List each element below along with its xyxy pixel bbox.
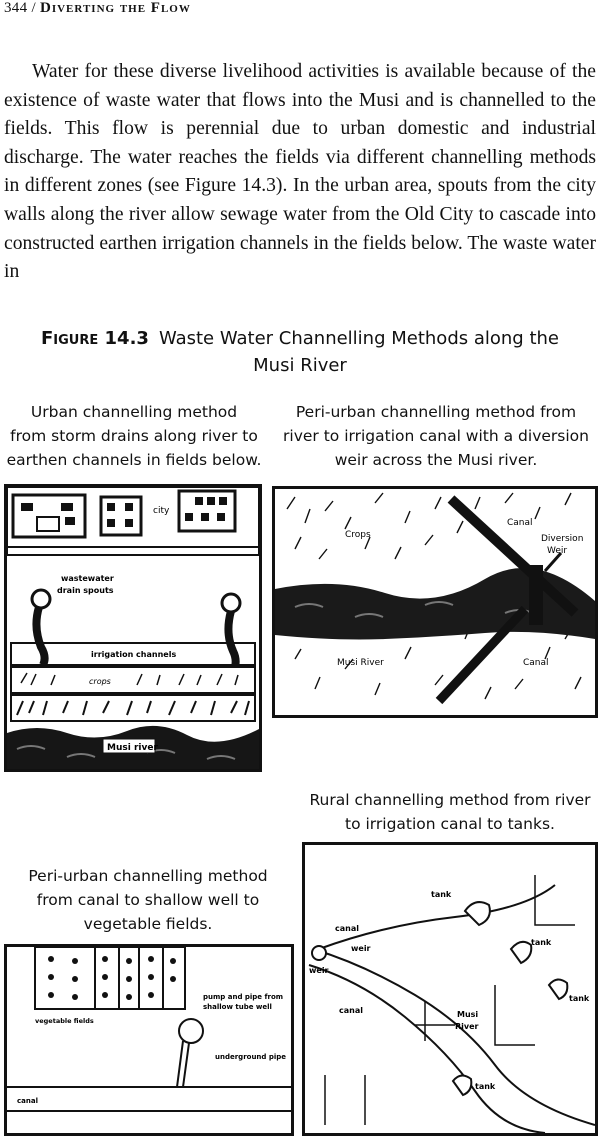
tank-2 bbox=[511, 942, 531, 963]
spout-flow-left bbox=[36, 607, 44, 665]
label-river: River bbox=[455, 1022, 479, 1031]
urban-diagram bbox=[7, 487, 259, 769]
label-diversion: Diversion bbox=[541, 534, 584, 544]
label-wastewater: wastewater bbox=[61, 574, 114, 583]
diversion-weir bbox=[529, 565, 543, 625]
label-city: city bbox=[153, 506, 170, 516]
label-musi-river: Musi River bbox=[337, 658, 384, 668]
figure-label: Figure 14.3 bbox=[41, 328, 149, 349]
tank-3 bbox=[549, 979, 567, 999]
page-number: 344 bbox=[4, 0, 28, 16]
figure-title-line1: Waste Water Channelling Methods along the bbox=[158, 328, 559, 349]
spout-left bbox=[32, 590, 50, 608]
label-tank-1: tank bbox=[431, 890, 452, 899]
musi-river-water bbox=[275, 568, 595, 639]
label-vegetable-fields: vegetable fields bbox=[35, 1017, 94, 1025]
label-pump-1: pump and pipe from bbox=[203, 993, 284, 1001]
crop-strip bbox=[11, 667, 255, 693]
header-separator: / bbox=[31, 0, 36, 16]
label-crops: Crops bbox=[345, 530, 371, 540]
spout-right bbox=[222, 594, 240, 612]
vegetable-dots bbox=[48, 956, 176, 1000]
label-canal: canal bbox=[335, 924, 359, 933]
label-canal-bottom: Canal bbox=[523, 658, 549, 668]
body-paragraph: Water for these diverse livelihood activities is available because of the existence of waste water that flows into the Musi and is channelled to the fields. This flow is perennial due to urban domestic and industrial discharge. The water reaches the fields via different channelling methods in different zones (see Figure 14.3). In the urban area, spouts from the city walls along the river allow sewage water from the Old City to cascade into constructed earthen irrigation channels in the fields below. The waste water in bbox=[4, 61, 596, 283]
caption-line: Peri-urban channelling method bbox=[28, 867, 268, 885]
caption-line: to irrigation canal to tanks. bbox=[345, 815, 555, 833]
lower-strip bbox=[11, 695, 255, 721]
spout-flow-right bbox=[228, 611, 235, 667]
caption-line: Urban channelling method bbox=[30, 403, 238, 421]
label-crops: crops bbox=[89, 677, 111, 686]
label-canal: canal bbox=[17, 1097, 38, 1105]
caption-line: from canal to shallow well to bbox=[36, 891, 260, 909]
tube-well bbox=[179, 1019, 203, 1043]
label-irrigation-channels: irrigation channels bbox=[91, 650, 177, 659]
panel-rural bbox=[302, 842, 598, 1136]
label-drain-spouts: drain spouts bbox=[57, 586, 114, 595]
label-canal-2: canal bbox=[339, 1006, 363, 1015]
running-header bbox=[4, 0, 191, 17]
label-underground-pipe: underground pipe bbox=[215, 1053, 287, 1061]
running-title: Diverting the Flow bbox=[40, 0, 191, 16]
caption-line: weir across the Musi river. bbox=[334, 451, 538, 469]
label-weir-1: weir bbox=[351, 944, 371, 953]
label-pump-2: shallow tube well bbox=[203, 1003, 272, 1011]
rural-diagram bbox=[305, 845, 595, 1133]
label-musi: Musi bbox=[457, 1010, 479, 1019]
figure-title bbox=[0, 325, 600, 379]
label-tank-4: tank bbox=[475, 1082, 496, 1091]
tank-1 bbox=[465, 902, 490, 925]
weir-circle bbox=[312, 946, 326, 960]
caption-line: river to irrigation canal with a diversion bbox=[283, 427, 589, 445]
label-canal-top: Canal bbox=[507, 518, 533, 528]
label-tank-2: tank bbox=[531, 938, 552, 947]
tank-4 bbox=[453, 1075, 471, 1095]
field-strokes bbox=[17, 701, 249, 715]
crop-strokes bbox=[21, 673, 238, 685]
panel-peri-urban-well bbox=[4, 944, 294, 1136]
caption-line: from storm drains along river to bbox=[10, 427, 258, 445]
caption-line: vegetable fields. bbox=[83, 915, 213, 933]
caption-peri-urban-river bbox=[272, 400, 600, 472]
label-tank-3: tank bbox=[569, 994, 590, 1003]
panel-peri-urban-river bbox=[272, 486, 598, 718]
field-boundaries bbox=[325, 875, 575, 1125]
river-bank-upper bbox=[313, 949, 595, 1125]
figure-title-line2: Musi River bbox=[253, 355, 347, 376]
caption-line: earthen channels in fields below. bbox=[6, 451, 262, 469]
peri-urban-river-diagram bbox=[275, 489, 595, 715]
label-musi-river: Musi river bbox=[107, 743, 158, 753]
peri-urban-well-diagram bbox=[7, 947, 291, 1133]
caption-line: Peri-urban channelling method from bbox=[295, 403, 577, 421]
caption-urban bbox=[0, 400, 268, 472]
panel-urban bbox=[4, 484, 262, 772]
underground-pipe bbox=[177, 1041, 189, 1087]
caption-rural bbox=[300, 788, 600, 836]
label-weir-2: weir bbox=[309, 966, 329, 975]
label-weir: Weir bbox=[547, 546, 568, 556]
caption-peri-urban-well bbox=[0, 864, 296, 936]
river-bank-lower bbox=[309, 965, 545, 1133]
caption-line: Rural channelling method from river bbox=[309, 791, 591, 809]
